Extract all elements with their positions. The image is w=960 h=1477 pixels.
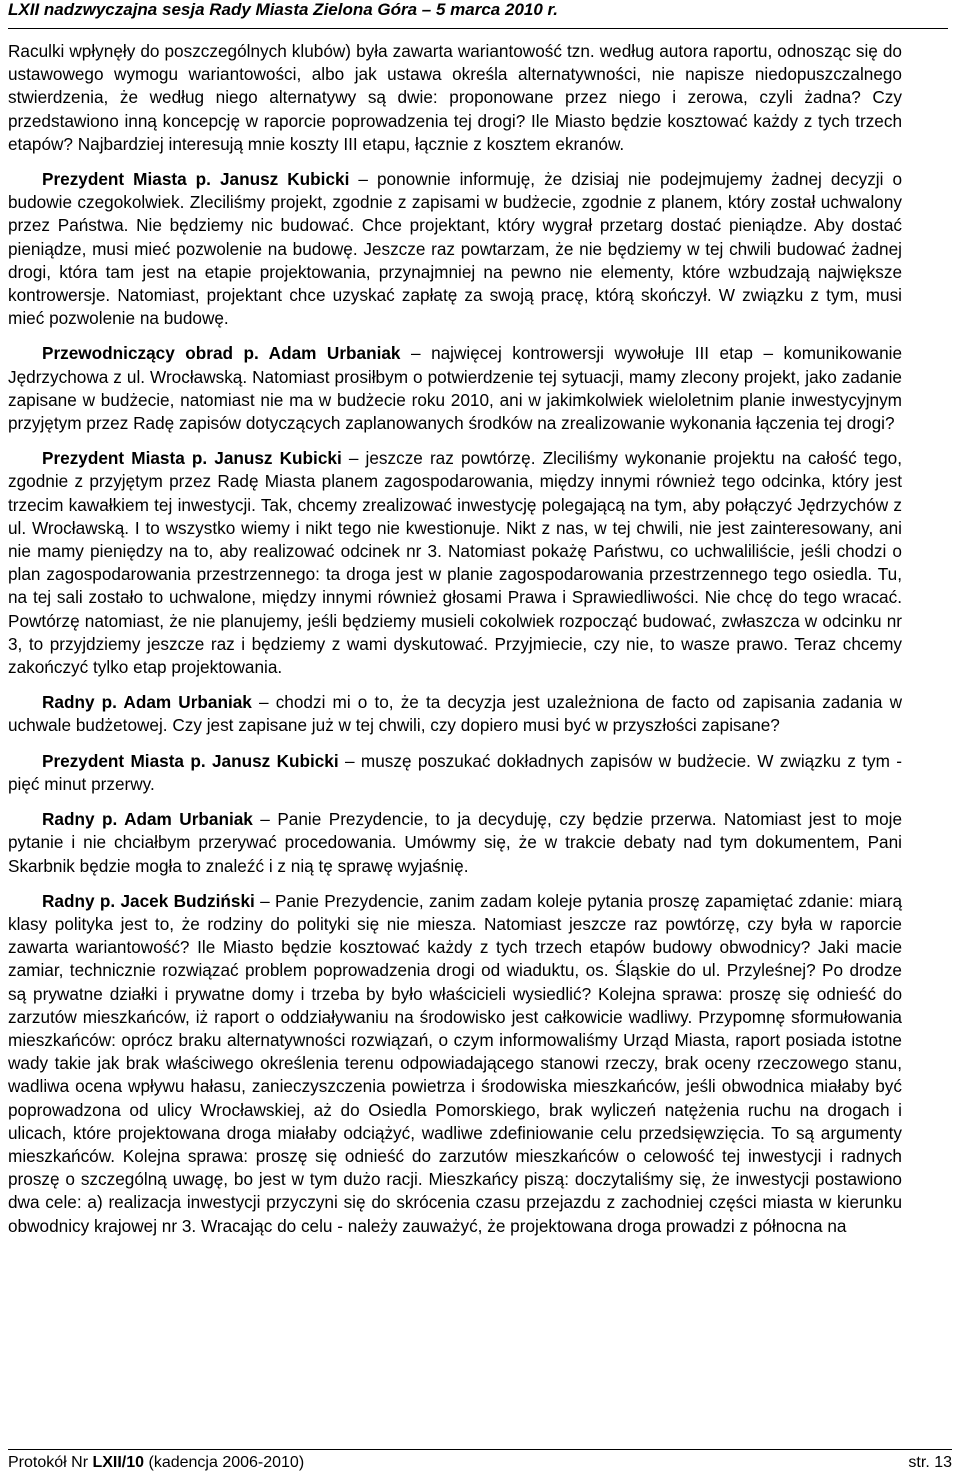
speaker-name: Przewodniczący obrad p. Adam Urbaniak — [42, 343, 401, 364]
speaker-name: Radny p. Adam Urbaniak — [42, 692, 252, 713]
footer-protocol — [8, 1454, 304, 1472]
paragraph-text: jeszcze raz powtórzę. Zleciliśmy wykonanie projektu na całość tego, zgodnie z przyjętym przez Radę Miasta planem zagospodarowania, między innymi również tego odcinka, który jest trzecim kawałkiem tej inwestycji. Tak, chcemy zrealizować inwestycję polegającą na tym, aby połączyć Jędrzychów z ul. Wrocławską. I to wszystko wiemy i nikt tego nie kwestionuje. Nikt z nas, w tej chwili, nie jest zainteresowany, ani nie mamy pieniędzy na to, aby realizować odcinek nr 3. Natomiast pokażę Państwu, co uchwaliliście, jeśli chodzi o plan zagospodarowania przestrzennego: ta droga jest w planie zagospodarowania przestrzennego tego osiedla. Tu, na tej sali zostało to uchwalone, między innymi również głosami Prawa i Sprawiedliwości. Nie chcę do tego wracać. Powtórzę natomiast, że nie planujemy, jeśli będziemy musieli cokolwiek rozpocząć budować, zwłaszcza w odcinku nr 3, to przyjdziemy jeszcze raz i będziemy z wami dyskutować. Przyjmiecie, czy nie, to wasze prawo. Teraz chcemy zakończyć tylko etap projektowania. — [8, 448, 903, 678]
paragraph-text: Panie Prezydencie, zanim zadam koleje pytania proszę zapamiętać zdanie: miarą klasy polityka jest to, że rodziny do polityki się nie miesza. Natomiast jeszcze raz powtórzę, czy była w raporcie zawarta wariantowość? Ile Miasto będzie kosztować każdy z tych trzech etapów budowy obwodnicy? Jaki macie zamiar, technicznie rozwiązać problem poprowadzenia drogi od wiaduktu, os. Śląskie do ul. Przyleśnej? Po drodze są prywatne działki i prywatne domy i trzeba by było właścicieli wysiedlić? Kolejna sprawa: proszę się odnieść do zarzutów mieszkańców, iż raport o oddziaływaniu na środowisko jest całkowicie wadliwy. Przypomnę sformułowania mieszkańców: oprócz braku alternatywności rozwiązań, o czym informowaliśmy Urząd Miasta, raport posiada istotne wady takie jak brak właściwego określenia terenu odpowiadającego stanowi rzeczy, brak oceny rzeczowego stanu, wadliwa ocena wpływu hałasu, zanieczyszczenia powietrza i środowiska mieszkańców, jeśli obwodnica miałaby być poprowadzona od ulicy Wrocławskiej, aż do Osiedla Pomorskiego, brak wyliczeń natężenia ruchu na drogach i ulicach, które projektowana droga miałaby odciążyć, wadliwe zdefiniowanie celu przedsięwzięcia. To są argumenty mieszkańców. Kolejna sprawa: proszę się odnieść do zarzutów mieszkańców o celowość tej inwestycji i radnych proszę o szczególną uwagę, bo jest w tym dużo racji. Mieszkańcy piszą: doczytaliśmy się, że inwestycji postawiono dwa cele: a) realizacja inwestycji przyczyni się do skrócenia czasu przejazdu z zachodniej części miasta w kierunku obwodnicy krajowej nr 3. Wracając do celu - należy zauważyć, że projektowana droga prowadzi z północna na — [8, 890, 902, 1236]
footer-protocol-number: LXII/10 — [92, 1454, 145, 1471]
paragraph-7 — [8, 808, 902, 878]
document-body — [8, 40, 902, 1238]
paragraph-6 — [8, 750, 902, 796]
speaker-separator: – — [252, 809, 278, 830]
footer-protocol-suffix: (kadencja 2006-2010) — [144, 1454, 305, 1471]
speaker-name: Radny p. Jacek Budziński — [42, 890, 255, 911]
page-footer — [8, 1449, 952, 1476]
paragraph-text: Panie Prezydencie, to ja decyduję, czy będzie przerwa. Natomiast jest to moje pytanie i nie chciałbym przerywać procedowania. Umówmy się, że w trakcie debaty nad tym dokumentem, Pani Skarbnik będzie mogła to znaleźć i z nią tę sprawę wyjaśnię. — [8, 809, 903, 876]
paragraph-1 — [8, 40, 902, 156]
paragraph-text: najwięcej kontrowersji wywołuje III etap – komunikowanie Jędrzychowa z ul. Wrocławską. Natomiast prosiłbym o potwierdzenie tej sytuacji, mamy zlecony projekt, jako zadanie zapisane w budżecie, natomiast nie ma w budżecie roku 2010, ani w jakimkolwiek wieloletnim planie inwestycyjnym przyjętym przez Radę zapisów dotyczących zaplanowanych środków na zrealizowanie wykonania łączenia tej drogi? — [8, 343, 903, 434]
speaker-name: Prezydent Miasta p. Janusz Kubicki — [42, 169, 350, 190]
paragraph-8 — [8, 890, 902, 1238]
page-number: str. 13 — [908, 1454, 952, 1471]
paragraph-4 — [8, 447, 902, 679]
speaker-name: Prezydent Miasta p. Janusz Kubicki — [42, 448, 342, 469]
paragraph-text: ponownie informuję, że dzisiaj nie podejmujemy żadnej decyzji o budowie czegokolwiek. Zleciliśmy projekt, zgodnie z zapisami w budżecie, zgodnie z planem, który został uchwalony przez Państwa. Nie będziemy nic budować. Chce projektant, który wygrał przetarg dostać pieniądze. Aby dostać pieniądze, musi mieć pozwolenie na budowę. Jeszcze raz powtarzam, że nie będziemy w tej chwili budować żadnej drogi, która tam jest na etapie projektowania, przynajmniej na pewno nie elementy, które wzbudzają największe kontrowersje. Natomiast, projektant chce uzyskać zapłatę za swoją pracę, którą skończył. W związku z tym, musi mieć pozwolenie na budowę. — [8, 169, 903, 329]
paragraph-text: Raculki wpłynęły do poszczególnych klubów) była zawarta wariantowość tzn. według autora raportu, odnosząc się do ustawowego wymogu wariantowości, albo jak ustawa określa alternatywności, nie napisze niedopuszczalnego stwierdzenia, że według niego alternatywy są dwie: proponowane przez niego i zerowa, czyli żadna? Czy przedstawiono inną koncepcję w raporcie poprowadzenia tej drogi? Ile Miasto będzie kosztować każdy z tych trzech etapów? Najbardziej interesują mnie koszty III etapu, łącznie z kosztem ekranów. — [8, 41, 902, 154]
speaker-separator: – — [400, 343, 432, 364]
paragraph-3 — [8, 342, 902, 435]
paragraph-text: chodzi mi o to, że ta decyzja jest uzależniona de facto od zapisania zadania w uchwale budżetowej. Czy jest zapisane już w tej chwili, czy dopiero musi być w przyszłości zapisane? — [8, 692, 903, 736]
speaker-name: Prezydent Miasta p. Janusz Kubicki — [42, 750, 339, 771]
footer-protocol-prefix: Protokół Nr — [8, 1454, 93, 1471]
speaker-name: Radny p. Adam Urbaniak — [42, 809, 253, 830]
paragraph-5 — [8, 691, 902, 737]
paragraph-text: muszę poszukać dokładnych zapisów w budżecie. W związku z tym - pięć minut przerwy. — [8, 750, 903, 794]
speaker-separator: – — [341, 448, 366, 469]
speaker-separator: – — [338, 750, 361, 771]
speaker-separator: – — [349, 169, 377, 190]
page-header — [8, 0, 948, 29]
speaker-separator: – — [251, 692, 276, 713]
header-title: LXII nadzwyczajna sesja Rady Miasta Zielona Góra – 5 marca 2010 r. — [8, 0, 558, 19]
speaker-separator: – — [254, 890, 276, 911]
paragraph-2 — [8, 168, 902, 330]
